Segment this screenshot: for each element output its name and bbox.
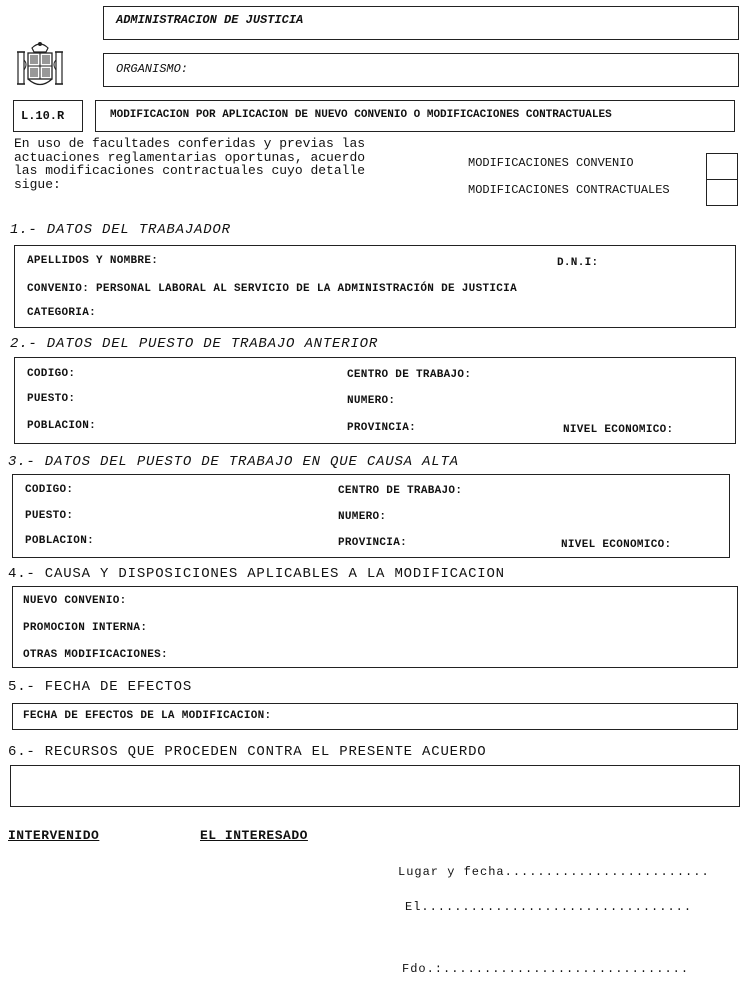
intro-text — [14, 137, 365, 191]
form-code: L.10.R — [21, 109, 65, 123]
interesado-label: EL INTERESADO — [200, 828, 308, 843]
poblacion-field[interactable]: POBLACION: — [27, 420, 97, 432]
fdo-line[interactable]: Fdo.:.............................. — [402, 962, 690, 976]
codigo-field[interactable]: CODIGO: — [27, 368, 76, 380]
categoria-field[interactable]: CATEGORIA: — [27, 307, 97, 319]
recursos-box[interactable] — [10, 765, 740, 807]
section-2-title: 2.- DATOS DEL PUESTO DE TRABAJO ANTERIOR — [10, 336, 379, 352]
fecha-efectos-field[interactable]: FECHA DE EFECTOS DE LA MODIFICACION: — [23, 710, 272, 722]
intervenido-label: INTERVENIDO — [8, 828, 100, 843]
dni-field[interactable]: D.N.I: — [557, 257, 599, 269]
section-3-title: 3.- DATOS DEL PUESTO DE TRABAJO EN QUE CAUSA ALTA — [8, 454, 459, 470]
nuevo-convenio-field[interactable]: NUEVO CONVENIO: — [23, 595, 127, 607]
section-4-title: 4.- CAUSA Y DISPOSICIONES APLICABLES A LA MODIFICACION — [8, 566, 505, 582]
promocion-interna-field[interactable]: PROMOCION INTERNA: — [23, 622, 148, 634]
lugar-fecha-line[interactable]: Lugar y fecha......................... — [398, 865, 710, 879]
nivel-alta-field[interactable]: NIVEL ECONOMICO: — [561, 539, 672, 551]
el-line[interactable]: El................................. — [405, 900, 693, 914]
section-5-box — [12, 703, 738, 730]
provincia-field[interactable]: PROVINCIA: — [347, 422, 417, 434]
option-contractuales-label: MODIFICACIONES CONTRACTUALES — [468, 183, 670, 197]
puesto-field[interactable]: PUESTO: — [27, 393, 76, 405]
apellidos-field[interactable]: APELLIDOS Y NOMBRE: — [27, 255, 159, 267]
codigo-alta-field[interactable]: CODIGO: — [25, 484, 74, 496]
form-title-box — [95, 100, 735, 132]
section-1-title: 1.- DATOS DEL TRABAJADOR — [10, 222, 231, 238]
section-1-box — [14, 245, 736, 328]
intro-line-2: actuaciones reglamentarias oportunas, acuerdo — [14, 149, 366, 165]
numero-alta-field[interactable]: NUMERO: — [338, 511, 387, 523]
intro-line-3: las modificaciones contractuales cuyo detalle — [14, 163, 366, 178]
organismo-box — [103, 53, 739, 87]
provincia-alta-field[interactable]: PROVINCIA: — [338, 537, 408, 549]
section-6-title: 6.- RECURSOS QUE PROCEDEN CONTRA EL PRESENTE ACUERDO — [8, 744, 487, 760]
option-convenio-label: MODIFICACIONES CONVENIO — [468, 156, 634, 170]
section-4-box — [12, 586, 738, 668]
section-3-box — [12, 474, 730, 558]
organismo-label: ORGANISMO: — [116, 62, 189, 76]
numero-field[interactable]: NUMERO: — [347, 395, 396, 407]
poblacion-alta-field[interactable]: POBLACION: — [25, 535, 95, 547]
administracion-label: ADMINISTRACION DE JUSTICIA — [116, 13, 304, 27]
administracion-box — [103, 6, 739, 40]
nivel-field[interactable]: NIVEL ECONOMICO: — [563, 424, 674, 436]
checkbox-contractuales[interactable] — [706, 179, 738, 206]
section-2-box — [14, 357, 736, 444]
centro-alta-field[interactable]: CENTRO DE TRABAJO: — [338, 485, 463, 497]
otras-modificaciones-field[interactable]: OTRAS MODIFICACIONES: — [23, 649, 168, 661]
form-title: MODIFICACION POR APLICACION DE NUEVO CONVENIO O MODIFICACIONES CONTRACTUALES — [110, 109, 612, 121]
convenio-field: CONVENIO: PERSONAL LABORAL AL SERVICIO DE LA ADMINISTRACIÓN DE JUSTICIA — [27, 283, 517, 295]
section-5-title: 5.- FECHA DE EFECTOS — [8, 679, 193, 695]
checkbox-convenio[interactable] — [706, 153, 738, 180]
puesto-alta-field[interactable]: PUESTO: — [25, 510, 74, 522]
intro-line-1: En uso de facultades conferidas y previas las — [14, 136, 366, 151]
centro-field[interactable]: CENTRO DE TRABAJO: — [347, 369, 472, 381]
intro-line-4: sigue: — [14, 176, 61, 192]
form-code-box — [13, 100, 83, 132]
coat-of-arms-icon — [14, 40, 66, 94]
